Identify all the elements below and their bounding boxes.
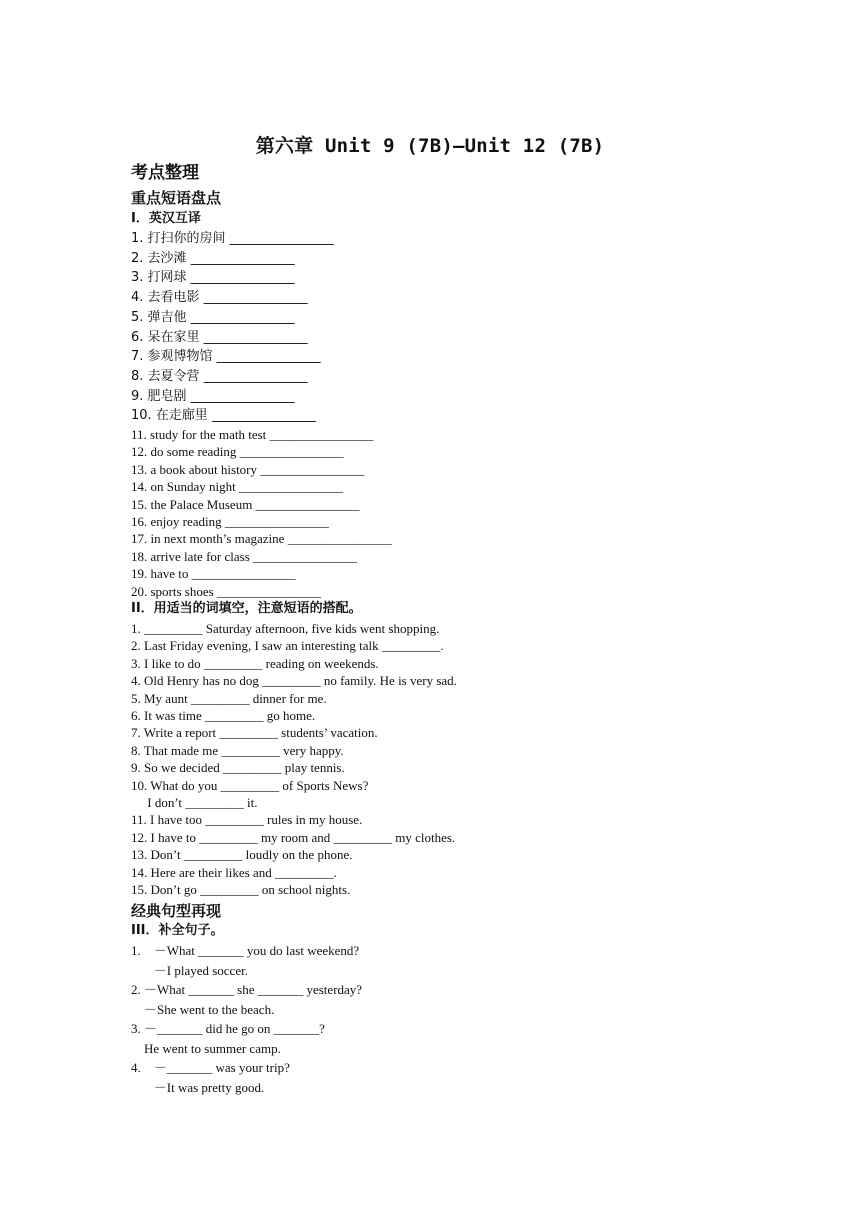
sentence-item-2: －I played soccer. bbox=[131, 962, 248, 978]
part2-heading: II．用适当的词填空，注意短语的搭配。 bbox=[131, 601, 362, 616]
translation-item-11: 11. study for the math test ________________ bbox=[131, 427, 374, 442]
fill-blank-item-16: 15. Don’t go _________ on school nights. bbox=[131, 882, 351, 897]
sentence-item-8: －It was pretty good. bbox=[131, 1079, 265, 1095]
section-heading-key-points: 考点整理 bbox=[131, 163, 199, 183]
fill-blank-item-7: 7. Write a report _________ students’ vacation. bbox=[131, 725, 378, 741]
translation-item-10: 10. 在走廊里 ________________ bbox=[131, 408, 316, 424]
translation-item-2: 2. 去沙滩 ________________ bbox=[131, 250, 295, 266]
fill-blank-item-14: 13. Don’t _________ loudly on the phone. bbox=[131, 847, 353, 863]
translation-item-9: 9. 肥皂剧 ________________ bbox=[131, 388, 295, 404]
sentence-item-1: 1. －What _______ you do last weekend? bbox=[131, 943, 360, 958]
fill-blank-item-2: 2. Last Friday evening, I saw an interesting talk _________. bbox=[131, 638, 444, 654]
fill-blank-item-1: 1. _________ Saturday afternoon, five kids went shopping. bbox=[131, 621, 440, 636]
translation-item-13: 13. a book about history ________________ bbox=[131, 461, 365, 477]
translation-item-20: 20. sports shoes ________________ bbox=[131, 583, 321, 599]
translation-item-18: 18. arrive late for class ________________ bbox=[131, 548, 358, 564]
translation-item-14: 14. on Sunday night ________________ bbox=[131, 479, 343, 495]
translation-item-6: 6. 呆在家里 ________________ bbox=[131, 329, 308, 345]
part1-heading: I．英汉互译 bbox=[131, 211, 201, 226]
page-title: 第六章 Unit 9 (7B)—Unit 12 (7B) bbox=[255, 135, 605, 157]
section-heading-phrases: 重点短语盘点 bbox=[131, 189, 222, 207]
fill-blank-item-3: 3. I like to do _________ reading on weekends. bbox=[131, 655, 379, 671]
fill-blank-item-4: 4. Old Henry has no dog _________ no family. He is very sad. bbox=[131, 673, 457, 689]
fill-blank-item-11: I don’t _________ it. bbox=[131, 795, 258, 810]
fill-blank-item-5: 5. My aunt _________ dinner for me. bbox=[131, 690, 327, 706]
fill-blank-item-8: 8. That made me _________ very happy. bbox=[131, 742, 344, 758]
translation-item-3: 3. 打网球 ________________ bbox=[131, 270, 295, 286]
fill-blank-item-10: 10. What do you _________ of Sports News? bbox=[131, 777, 369, 793]
fill-blank-item-13: 12. I have to _________ my room and _________ my clothes. bbox=[131, 829, 456, 845]
translation-item-15: 15. the Palace Museum ________________ bbox=[131, 496, 360, 512]
sentence-item-3: 2. －What _______ she _______ yesterday? bbox=[131, 982, 363, 997]
part3-heading: III．补全句子。 bbox=[131, 923, 224, 938]
fill-blank-item-12: 11. I have too _________ rules in my house. bbox=[131, 812, 363, 828]
sentence-item-6: He went to summer camp. bbox=[131, 1040, 281, 1056]
sentence-item-7: 4. －_______ was your trip? bbox=[131, 1060, 290, 1075]
translation-item-7: 7. 参观博物馆 ________________ bbox=[131, 349, 321, 365]
translation-item-8: 8. 去夏令营 ________________ bbox=[131, 368, 308, 384]
fill-blank-item-9: 9. So we decided _________ play tennis. bbox=[131, 760, 345, 776]
translation-item-19: 19. have to ________________ bbox=[131, 566, 296, 582]
translation-item-17: 17. in next month’s magazine ________________ bbox=[131, 531, 392, 547]
translation-item-5: 5. 弹吉他 ________________ bbox=[131, 309, 295, 325]
translation-item-4: 4. 去看电影 ________________ bbox=[131, 290, 308, 306]
fill-blank-item-15: 14. Here are their likes and _________. bbox=[131, 864, 337, 880]
section-heading-sentences: 经典句型再现 bbox=[131, 902, 222, 920]
translation-item-12: 12. do some reading ________________ bbox=[131, 444, 344, 460]
sentence-item-5: 3. －_______ did he go on _______? bbox=[131, 1021, 325, 1036]
translation-item-16: 16. enjoy reading ________________ bbox=[131, 514, 329, 529]
sentence-item-4: －She went to the beach. bbox=[131, 1001, 275, 1017]
fill-blank-item-6: 6. It was time _________ go home. bbox=[131, 708, 316, 723]
translation-item-1: 1. 打扫你的房间 ________________ bbox=[131, 231, 334, 246]
